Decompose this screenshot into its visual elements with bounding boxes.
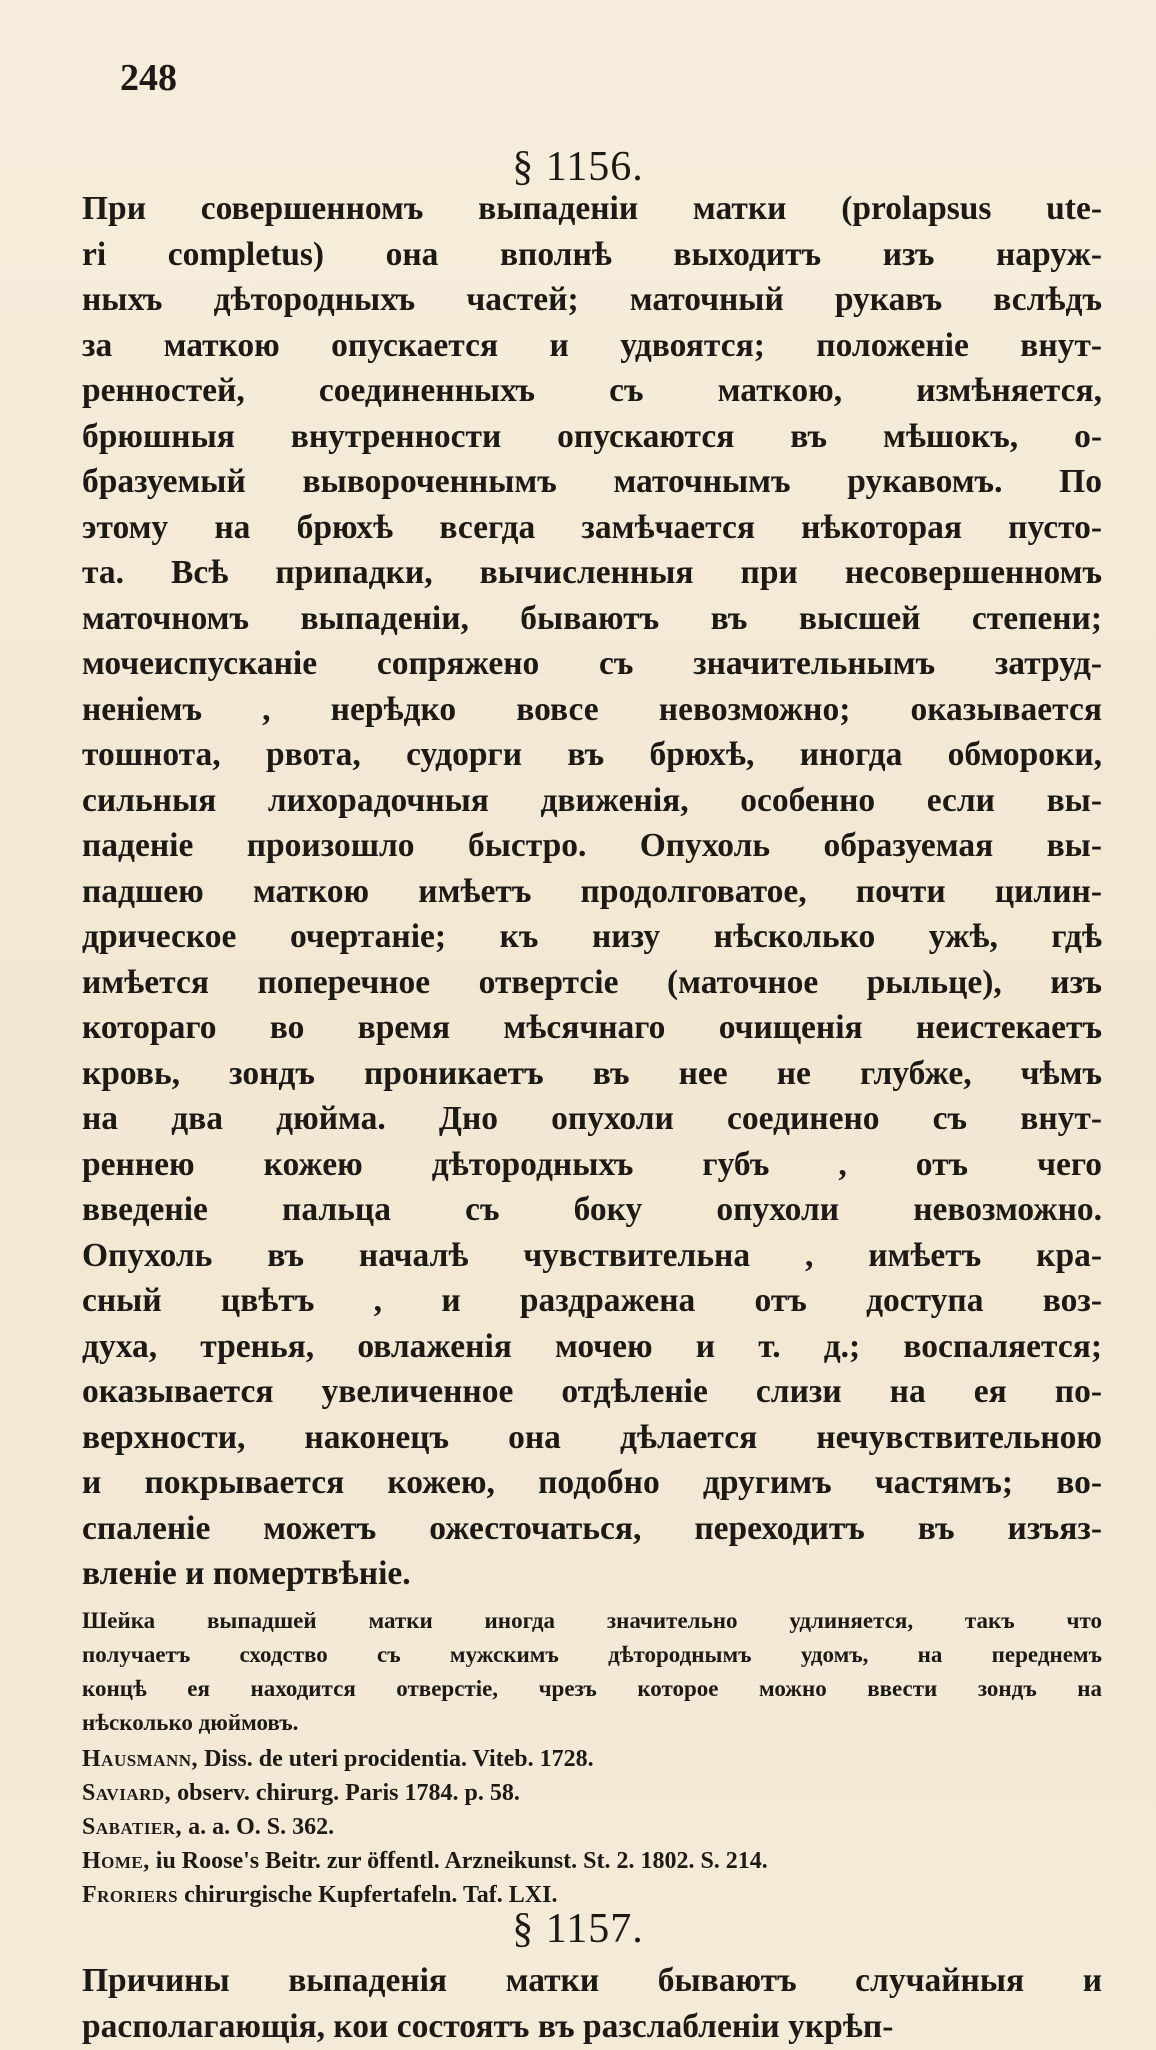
body-text-line: верхности, наконецъ она дѣлается нечувствительною <box>82 1418 1102 1456</box>
section-1156-body <box>82 186 1102 1597</box>
body-text-line: падшею маткою имѣетъ продолговатое, почти цилин- <box>82 872 1102 910</box>
body-text-line: При совершенномъ выпаденіи матки (prolapsus ute- <box>82 190 1102 227</box>
reference-author: Froriers <box>82 1882 179 1908</box>
body-text-line: сный цвѣтъ , и раздражена отъ доступа воз- <box>82 1282 1102 1319</box>
reference-author: Saviard, <box>82 1780 172 1806</box>
body-text-line: та. Всѣ припадки, вычисленныя при несовершенномъ <box>82 554 1102 591</box>
footnote-line: нѣсколько дюймовъ. <box>82 1710 299 1735</box>
body-text-line: этому на брюхѣ всегда замѣчается нѣкоторая пусто- <box>82 508 1102 546</box>
body-text-line: тошнота, рвота, судорги въ брюхѣ, иногда обмороки, <box>82 736 1102 773</box>
reference-text: observ. chirurg. Paris 1784. p. 58. <box>171 1780 520 1806</box>
reference-author: Home, <box>82 1848 150 1874</box>
footnote-line: концѣ ея находится отверстіе, чрезъ которое можно ввести зондъ на <box>82 1676 1102 1701</box>
body-text-line: вленіе и помертвѣніе. <box>82 1555 411 1592</box>
section-1156-references <box>82 1742 1102 1912</box>
body-text-line: мочеиспусканіе сопряжено съ значительнымъ затруд- <box>82 645 1102 682</box>
reference-text: Diss. de uteri procidentia. Viteb. 1728. <box>198 1746 594 1772</box>
body-text-line: оказывается увеличенное отдѣленіе слизи на ея по- <box>82 1373 1102 1410</box>
reference-text: a. a. O. S. 362. <box>182 1814 335 1840</box>
body-text-line: реннею кожею дѣтородныхъ губъ , отъ чего <box>82 1145 1102 1183</box>
section-1157-body <box>82 1958 1102 2049</box>
reference-author: Sabatier, <box>82 1814 183 1840</box>
reference-text: chirurgische Kupfertafeln. Taf. LXI. <box>178 1882 558 1908</box>
reference-text: iu Roose's Beitr. zur öffentl. Arzneikunst. St. 2. 1802. S. 214. <box>149 1848 768 1874</box>
reference-author: Hausmann, <box>82 1746 199 1772</box>
body-text-line: духа, тренья, овлаженія мочею и т. д.; воспаляется; <box>82 1327 1102 1365</box>
body-text-line: маточномъ выпаденіи, бываютъ въ высшей степени; <box>82 599 1102 637</box>
reference-entry <box>82 1844 1102 1878</box>
body-text-line: за маткою опускается и удвоятся; положеніе внут- <box>82 326 1102 364</box>
body-text-line: ныхъ дѣтородныхъ частей; маточный рукавъ вслѣдъ <box>82 281 1102 318</box>
body-text-line: ri completus) она вполнѣ выходитъ изъ наруж- <box>82 235 1102 273</box>
body-text-line: сильныя лихорадочныя движенія, особенно если вы- <box>82 781 1102 819</box>
body-text-line: Опухоль въ началѣ чувствительна , имѣетъ кра- <box>82 1236 1102 1274</box>
section-1156-footnote <box>82 1604 1102 1740</box>
page-number: 248 <box>120 57 177 99</box>
reference-entry <box>82 1742 1102 1776</box>
body-text-line: ренностей, соединенныхъ съ маткою, измѣняется, <box>82 372 1102 409</box>
footnote-line: Шейка выпадшей матки иногда значительно удлиняется, такъ что <box>82 1608 1102 1633</box>
section-heading-1157: § 1157. <box>512 1906 644 1952</box>
body-text-line: паденіе произошло быстро. Опухоль образуемая вы- <box>82 827 1102 864</box>
body-text-line: бразуемый вывороченнымъ маточнымъ рукавомъ. По <box>82 463 1102 500</box>
reference-entry <box>82 1776 1102 1810</box>
reference-entry <box>82 1810 1102 1844</box>
body-text-line: на два дюйма. Дно опухоли соединено съ внут- <box>82 1100 1102 1137</box>
section-heading-1156: § 1156. <box>512 144 644 190</box>
body-text-line: брюшныя внутренности опускаются въ мѣшокъ, о- <box>82 417 1102 455</box>
body-text-line: дрическое очертаніе; къ низу нѣсколько ужѣ, гдѣ <box>82 918 1102 955</box>
body-text-line: введеніе пальца съ боку опухоли невозможно. <box>82 1191 1102 1228</box>
body-text-line: Причины выпаденія матки бываютъ случайныя и <box>82 1962 1102 1999</box>
footnote-line: получаетъ сходство съ мужскимъ дѣтороднымъ удомъ, на переднемъ <box>82 1642 1102 1667</box>
body-text-line: спаленіе можетъ ожесточаться, переходитъ въ изъяз- <box>82 1509 1102 1547</box>
body-text-line: располагающія, кои состоятъ въ разслабленіи укрѣп- <box>82 2007 894 2045</box>
body-text-line: неніемъ , нерѣдко вовсе невозможно; оказывается <box>82 690 1102 728</box>
body-text-line: кровь, зондъ проникаетъ въ нее не глубже, чѣмъ <box>82 1054 1102 1092</box>
body-text-line: имѣется поперечное отвертсіе (маточное рыльце), изъ <box>82 963 1102 1001</box>
body-text-line: и покрывается кожею, подобно другимъ частямъ; во- <box>82 1464 1102 1501</box>
body-text-line: котораго во время мѣсячнаго очищенія неистекаетъ <box>82 1009 1102 1046</box>
